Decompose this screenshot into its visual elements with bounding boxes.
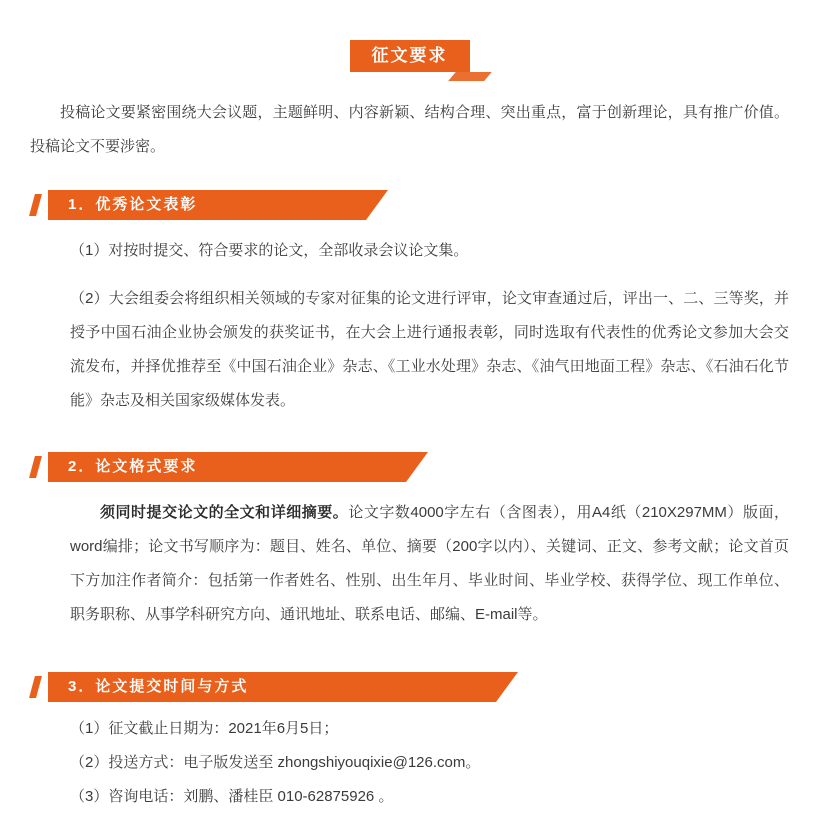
section-2-body-paragraph [70,496,789,632]
section-3-item-1: （1）征文截止日期为：2021年6月5日； [70,720,339,737]
accent-stripe-icon [29,676,42,698]
section-header-2 [30,452,789,482]
section-3-header-body [48,672,288,702]
section-3-heading: 3．论文提交时间与方式 [68,678,249,695]
section-1-item-2: （2）大会组委会将组织相关领域的专家对征集的论文进行评审，论文审查通过后，评出一、二、三等奖，并授予中国石油企业协会颁发的获奖证书，在大会上进行通报表彰，同时选取有代表性的优秀论文参加大会交流发布，并择优推荐至《中国石油企业》杂志、《工业水处理》杂志、《油气田地面工程》杂志、《石油石化节能》杂志及相关国家级媒体发表。 [70,290,789,409]
section-header-3 [30,672,789,702]
accent-stripe-icon [29,194,42,216]
section-3-item-2: （2）投送方式：电子版发送至 zhongshiyouqixie@126.com。 [70,754,481,771]
section-1-item-1: （1）对按时提交、符合要求的论文，全部收录会议论文集。 [70,242,469,259]
section-2-heading: 2．论文格式要求 [68,458,198,475]
section-2-accent-bar [30,452,237,482]
title-banner [350,40,470,72]
document-page [0,40,819,806]
section-1-accent-bar [30,190,237,220]
section-3-accent-bar [30,672,288,702]
accent-stripe-icon [29,456,42,478]
section-2-lead-text: 须同时提交论文的全文和详细摘要。 [100,504,349,521]
section-header-1 [30,190,789,220]
section-1-heading: 1．优秀论文表彰 [68,196,198,213]
intro-paragraph: 投稿论文要紧密围绕大会议题，主题鲜明、内容新颖、结构合理、突出重点，富于创新理论，具有推广价值。投稿论文不要涉密。 [30,104,789,155]
title-banner-tail-decoration [448,72,492,81]
section-2-body-text: 论文字数4000字左右（含图表），用A4纸（210X297MM）版面，word编排；论文书写顺序为：题目、姓名、单位、摘要（200字以内）、关键词、正文、参考文献；论文首页下方加注作者简介：包括第一作者姓名、性别、出生年月、毕业时间、毕业学校、获得学位、现工作单位、职务职称、从事学科研究方向、通讯地址、联系电话、邮编、E-mail等。 [70,504,789,623]
section-1-header-body [48,190,237,220]
page-title: 征文要求 [350,40,470,72]
section-3-item-3: （3）咨询电话：刘鹏、潘桂臣 010-62875926 。 [70,788,394,805]
page-title-container [30,40,789,72]
section-2-header-body [48,452,237,482]
